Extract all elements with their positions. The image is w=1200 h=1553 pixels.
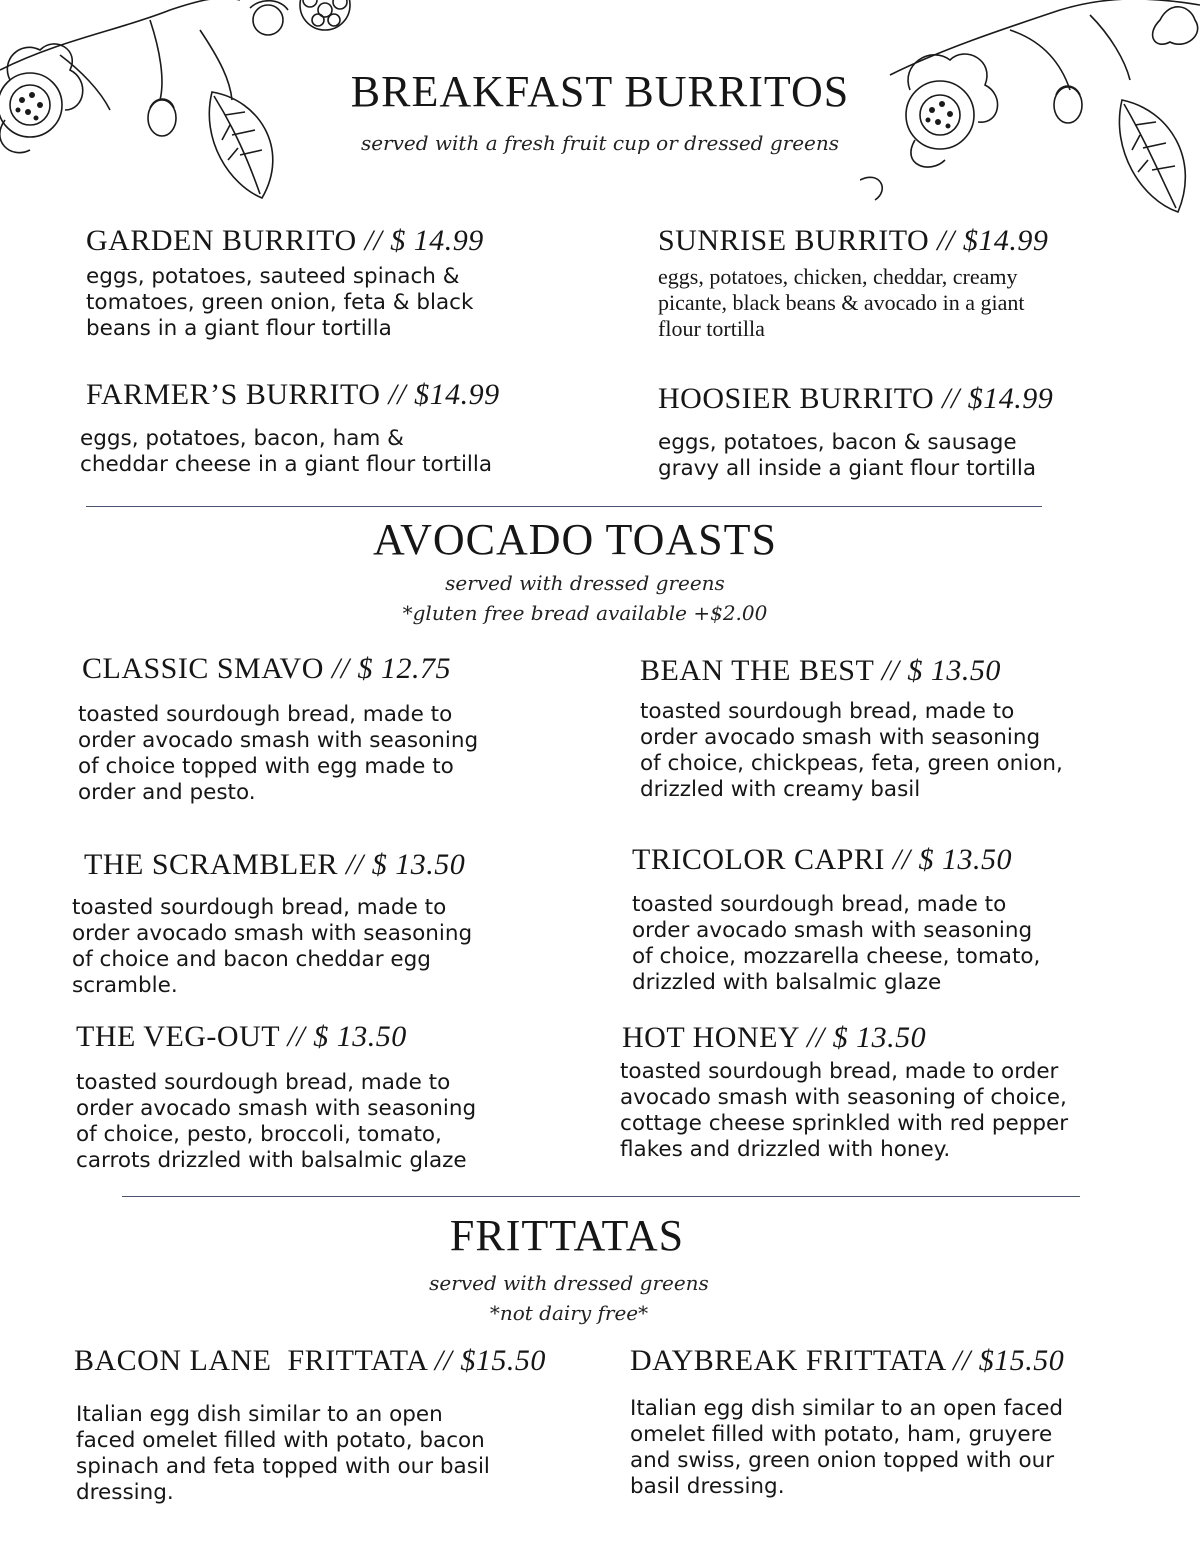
item-title-the-veg-out — [76, 1020, 407, 1054]
item-name: HOT HONEY — [622, 1021, 799, 1054]
item-title-hoosier-burrito — [658, 382, 1053, 416]
item-name: THE SCRAMBLER — [84, 848, 339, 881]
item-price: // $ 13.50 — [807, 1021, 927, 1054]
section-subtitle-breakfast-burritos: served with a fresh fruit cup or dressed greens — [360, 131, 840, 155]
item-name: HOOSIER BURRITO — [658, 382, 935, 415]
item-desc-the-scrambler: toasted sourdough bread, made to order avocado smash with seasoning of choice and bacon cheddar egg scramble. — [72, 895, 473, 998]
item-desc-hot-honey: toasted sourdough bread, made to order avocado smash with seasoning of choice, cottage cheese sprinkled with red pepper flakes and drizzled with honey. — [620, 1059, 1069, 1162]
item-price: // $ 13.50 — [346, 848, 466, 881]
item-price: // $ 13.50 — [892, 843, 1013, 876]
item-price: // $14.99 — [942, 382, 1054, 415]
section-divider — [86, 506, 1042, 507]
item-title-bean-the-best — [640, 654, 1001, 688]
item-price: // $ 13.50 — [881, 654, 1001, 687]
item-name: TRICOLOR CAPRI — [632, 843, 885, 876]
section-subtitle-avocado-toasts-1: served with dressed greens — [445, 571, 725, 595]
section-title-breakfast-burritos: BREAKFAST BURRITOS — [350, 67, 850, 116]
section-subtitle-avocado-toasts-2: *gluten free bread available +$2.00 — [402, 601, 768, 625]
item-title-tricolor-capri — [632, 843, 1012, 877]
item-title-garden-burrito — [86, 224, 484, 258]
item-desc-farmers-burrito: eggs, potatoes, bacon, ham & cheddar cheese in a giant flour tortilla — [80, 426, 493, 477]
section-subtitle-frittatas-2: *not dairy free* — [489, 1301, 649, 1325]
item-desc-sunrise-burrito: eggs, potatoes, chicken, cheddar, creamy picante, black beans & avocado in a giant flour tortilla — [658, 264, 1025, 341]
item-name: GARDEN BURRITO — [86, 224, 357, 257]
section-subtitle-frittatas-1: served with dressed greens — [429, 1271, 709, 1295]
item-desc-the-veg-out: toasted sourdough bread, made to order avocado smash with seasoning of choice, pesto, broccoli, tomato, carrots drizzled with balsalmic glaze — [76, 1070, 477, 1173]
section-title-avocado-toasts: AVOCADO TOASTS — [373, 515, 777, 564]
item-price: // $14.99 — [388, 378, 500, 411]
item-title-daybreak-frittata — [630, 1344, 1064, 1378]
item-name: DAYBREAK FRITTATA — [630, 1344, 946, 1377]
item-title-classic-smavo — [82, 652, 451, 686]
item-title-farmers-burrito — [86, 378, 500, 412]
section-divider — [122, 1196, 1080, 1197]
item-desc-daybreak-frittata: Italian egg dish similar to an open faced omelet filled with potato, ham, gruyere and swiss, green onion topped with our basil dressing. — [630, 1396, 1064, 1499]
item-price: // $15.50 — [953, 1344, 1065, 1377]
item-price: // $ 12.75 — [331, 652, 452, 685]
item-name: BACON LANE FRITTATA — [74, 1344, 427, 1377]
item-price: // $ 13.50 — [287, 1020, 407, 1053]
item-desc-classic-smavo: toasted sourdough bread, made to order avocado smash with seasoning of choice topped with egg made to order and pesto. — [78, 702, 479, 805]
item-title-bacon-lane-frittata — [74, 1344, 546, 1378]
item-desc-garden-burrito: eggs, potatoes, sauteed spinach & tomatoes, green onion, feta & black beans in a giant flour tortilla — [86, 264, 474, 341]
item-price: // $ 14.99 — [364, 224, 484, 257]
item-name: THE VEG-OUT — [76, 1020, 280, 1053]
item-name: BEAN THE BEST — [640, 654, 874, 687]
item-name: CLASSIC SMAVO — [82, 652, 324, 685]
section-title-frittatas: FRITTATAS — [449, 1211, 685, 1260]
item-price: // $15.50 — [434, 1344, 546, 1377]
item-desc-hoosier-burrito: eggs, potatoes, bacon & sausage gravy all inside a giant flour tortilla — [658, 430, 1037, 481]
item-price: // $14.99 — [937, 224, 1049, 257]
item-desc-bacon-lane-frittata: Italian egg dish similar to an open faced omelet filled with potato, bacon spinach and feta topped with our basil dressing. — [76, 1402, 490, 1505]
item-name: SUNRISE BURRITO — [658, 224, 930, 257]
item-title-the-scrambler — [84, 848, 465, 882]
item-desc-tricolor-capri: toasted sourdough bread, made to order avocado smash with seasoning of choice, mozzarella cheese, tomato, drizzled with balsalmic glaze — [632, 892, 1041, 995]
item-desc-bean-the-best: toasted sourdough bread, made to order avocado smash with seasoning of choice, chickpeas, feta, green onion, drizzled with creamy basil — [640, 699, 1063, 802]
item-name: FARMER’S BURRITO — [86, 378, 381, 411]
item-title-hot-honey — [622, 1021, 926, 1055]
item-title-sunrise-burrito — [658, 224, 1048, 258]
